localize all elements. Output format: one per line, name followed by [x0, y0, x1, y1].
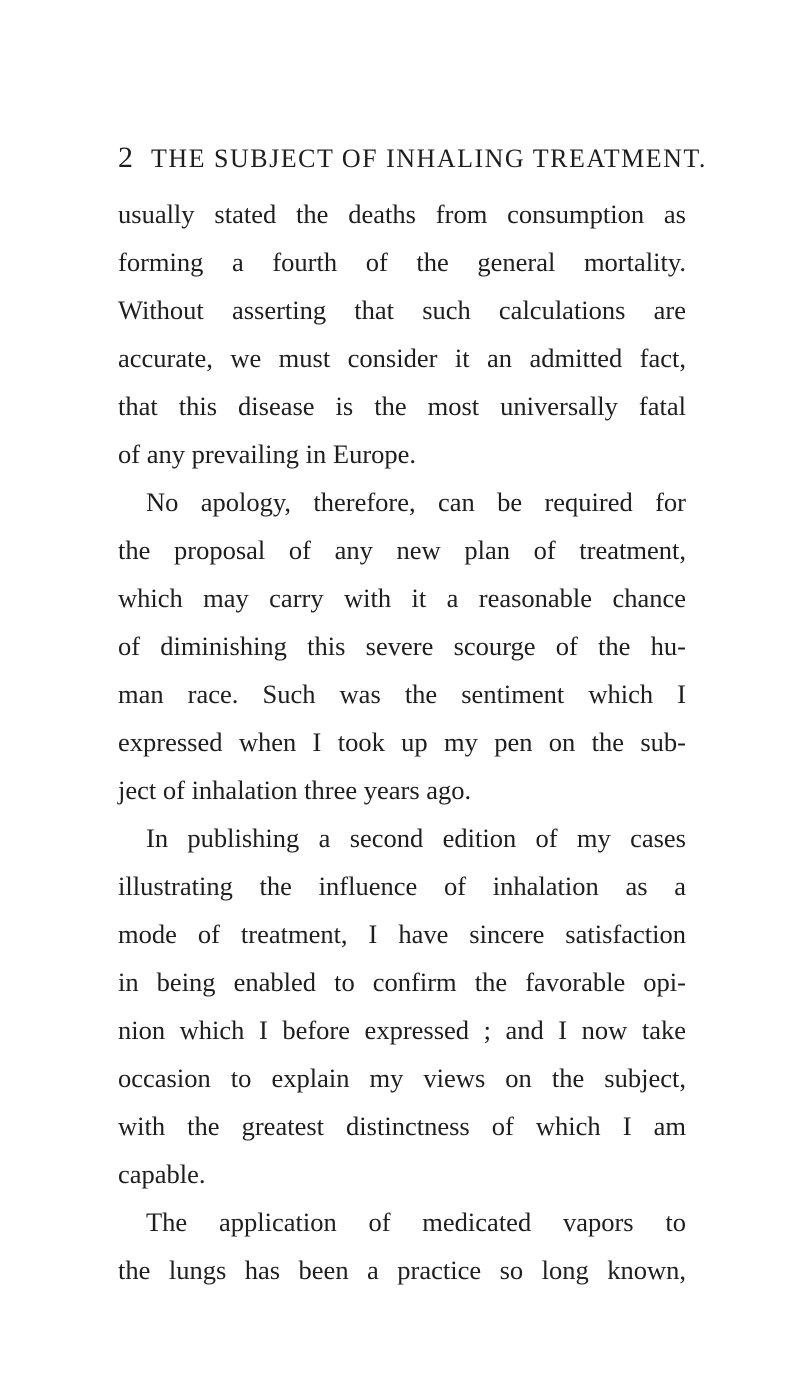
text-line-6: of any prevailing in Europe.	[118, 439, 417, 469]
text-line-9: which may carry with it a reasonable chance	[118, 583, 686, 613]
text-line-22: The application of medicated vapors to	[146, 1207, 686, 1237]
text-line-23: the lungs has been a practice so long known,	[118, 1255, 686, 1285]
text-line-7: No apology, therefore, can be required for	[146, 487, 686, 517]
text-line-19: occasion to explain my views on the subject,	[118, 1063, 686, 1093]
text-line-21: capable.	[118, 1159, 206, 1189]
text-line-17: in being enabled to confirm the favorable opi-	[118, 967, 686, 997]
text-line-5: that this disease is the most universally fatal	[118, 391, 686, 421]
text-line-3: Without asserting that such calculations are	[118, 295, 686, 325]
text-line-10: of diminishing this severe scourge of the hu-	[118, 631, 686, 661]
text-line-11: man race. Such was the sentiment which I	[118, 679, 686, 709]
text-line-15: illustrating the influence of inhalation as a	[118, 871, 686, 901]
text-line-13: ject of inhalation three years ago.	[118, 775, 472, 805]
text-line-8: the proposal of any new plan of treatment,	[118, 535, 686, 565]
page-number: 2	[118, 141, 133, 174]
running-title: THE SUBJECT OF INHALING TREATMENT.	[151, 144, 707, 173]
running-head	[118, 140, 707, 176]
text-line-2: forming a fourth of the general mortality.	[118, 247, 686, 277]
text-line-14: In publishing a second edition of my cases	[146, 823, 686, 853]
text-line-12: expressed when I took up my pen on the sub-	[118, 727, 686, 757]
text-line-1: usually stated the deaths from consumption as	[118, 199, 686, 229]
text-line-20: with the greatest distinctness of which I am	[118, 1111, 686, 1141]
text-line-18: nion which I before expressed ; and I now take	[118, 1015, 686, 1045]
text-line-16: mode of treatment, I have sincere satisfaction	[118, 919, 686, 949]
text-line-4: accurate, we must consider it an admitted fact,	[118, 343, 686, 373]
